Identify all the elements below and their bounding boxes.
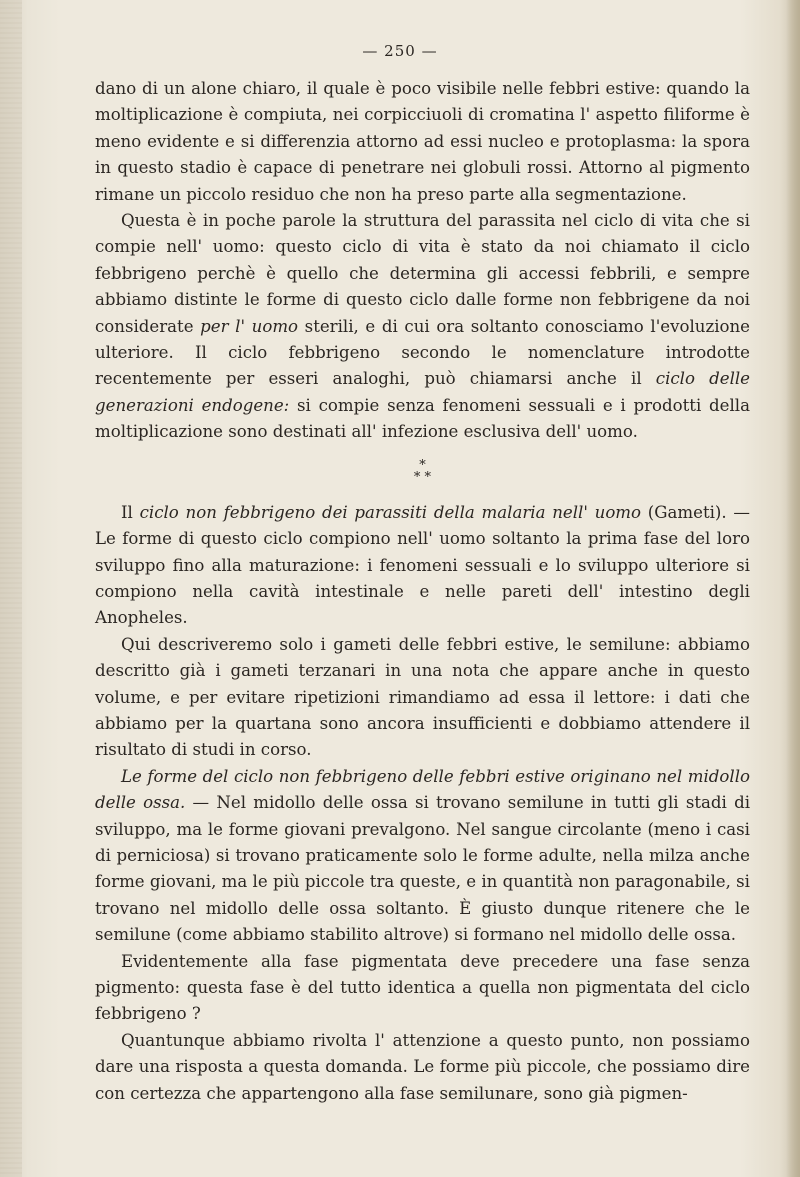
text-run: Evidentemente alla fase pigmentata deve precedere una fase senza pigmento: questa fase è del tutto identica a quella non pigmentata del ciclo febbrigeno ? <box>95 951 750 1024</box>
page-number: — 250 — <box>362 42 438 60</box>
asterism-bottom: * * <box>413 469 432 485</box>
paragraph <box>95 632 750 764</box>
text-run: Qui descriveremo solo i gameti delle febbri estive, le semilune: abbiamo descritto già i gameti terzanari in una nota che appare anche in questo volume, e per evitare ripetizioni rimandiamo ad essa il lettore: i dati che abbiamo per la quartana sono ancora insufficienti e dobbiamo attendere il risultato di studi in corso. <box>95 634 750 760</box>
italic-text: per l' uomo <box>200 316 299 336</box>
paragraph <box>95 76 750 208</box>
text-run: (Gameti). — Le forme di questo ciclo compiono nell' uomo soltanto la prima fase del loro sviluppo fino alla maturazione: i fenomeni sessuali e lo sviluppo ulteriore si compiono nella cavità intestinale e nelle pareti dell' intestino degli Anopheles. <box>95 502 751 628</box>
text-run: sterili, e di cui ora soltanto conosciamo l'evoluzione ulteriore. Il ciclo febbrigeno secondo le nomenclature introdotte recentemente per esseri analoghi, può chiamarsi anche il <box>95 316 750 389</box>
italic-text: ciclo non febbrigeno dei parassiti della malaria nell' uomo <box>139 502 642 522</box>
paragraph <box>95 208 750 446</box>
asterism-top: * <box>419 457 426 473</box>
text-run: — Nel midollo delle ossa si trovano semilune in tutti gli stadi di sviluppo, ma le forme giovani prevalgono. Nel sangue circolante (meno i casi di perniciosa) si trovano praticamente solo le forme adulte, nella milza anche forme giovani, ma le più piccole tra queste, e in quantità non paragonabile, si trovano nel midollo delle ossa soltanto. È giusto dunque ritenere che le semilune (come abbiamo stabilito altrove) si formano nel midollo delle ossa. <box>95 793 751 945</box>
paragraph <box>95 1028 750 1107</box>
section-asterism <box>95 457 750 485</box>
paragraph <box>95 949 750 1028</box>
text-run: dano di un alone chiaro, il quale è poco visibile nelle febbri estive: quando la moltiplicazione è compiuta, nei corpicciuoli di cromatina l' aspetto filiforme è meno evidente e si differenzia attorno ad essi nucleo e protoplasma: la spora in questo stadio è capace di penetrare nei globuli rossi. Attorno al pigmento rimane un piccolo residuo che non ha preso parte alla segmentazione. <box>95 79 750 204</box>
italic-text: Le forme del ciclo non febbrigeno delle febbri estive originano nel midollo delle ossa. <box>95 766 750 813</box>
paragraph <box>95 764 750 949</box>
text-run: si compie senza fenomeni sessuali e i prodotti della moltiplicazione sono destinati all' infezione esclusiva dell' uomo. <box>95 395 750 442</box>
italic-text: ciclo delle generazioni endogene: <box>95 369 750 415</box>
text-run: Il <box>121 502 140 522</box>
body-text <box>95 76 750 1107</box>
text-run: Quantunque abbiamo rivolta l' attenzione a questo punto, non possiamo dare una risposta a questa domanda. Le forme più piccole, che possiamo dire con certezza che appartengono alla fase semilunare, sono già pigmen- <box>95 1030 750 1103</box>
paragraph <box>95 500 750 632</box>
binding-edge <box>0 0 22 1177</box>
text-run: Questa è in poche parole la struttura del parassita nel ciclo di vita che si compie nell' uomo: questo ciclo di vita è stato da noi chiamato il ciclo febbrigeno perchè è quello che determina gli accessi febbrili, e sempre abbiamo distinte le forme di questo ciclo dalle forme non febbrigene da noi considerate <box>95 211 750 336</box>
page-edge-shadow <box>786 0 800 1177</box>
